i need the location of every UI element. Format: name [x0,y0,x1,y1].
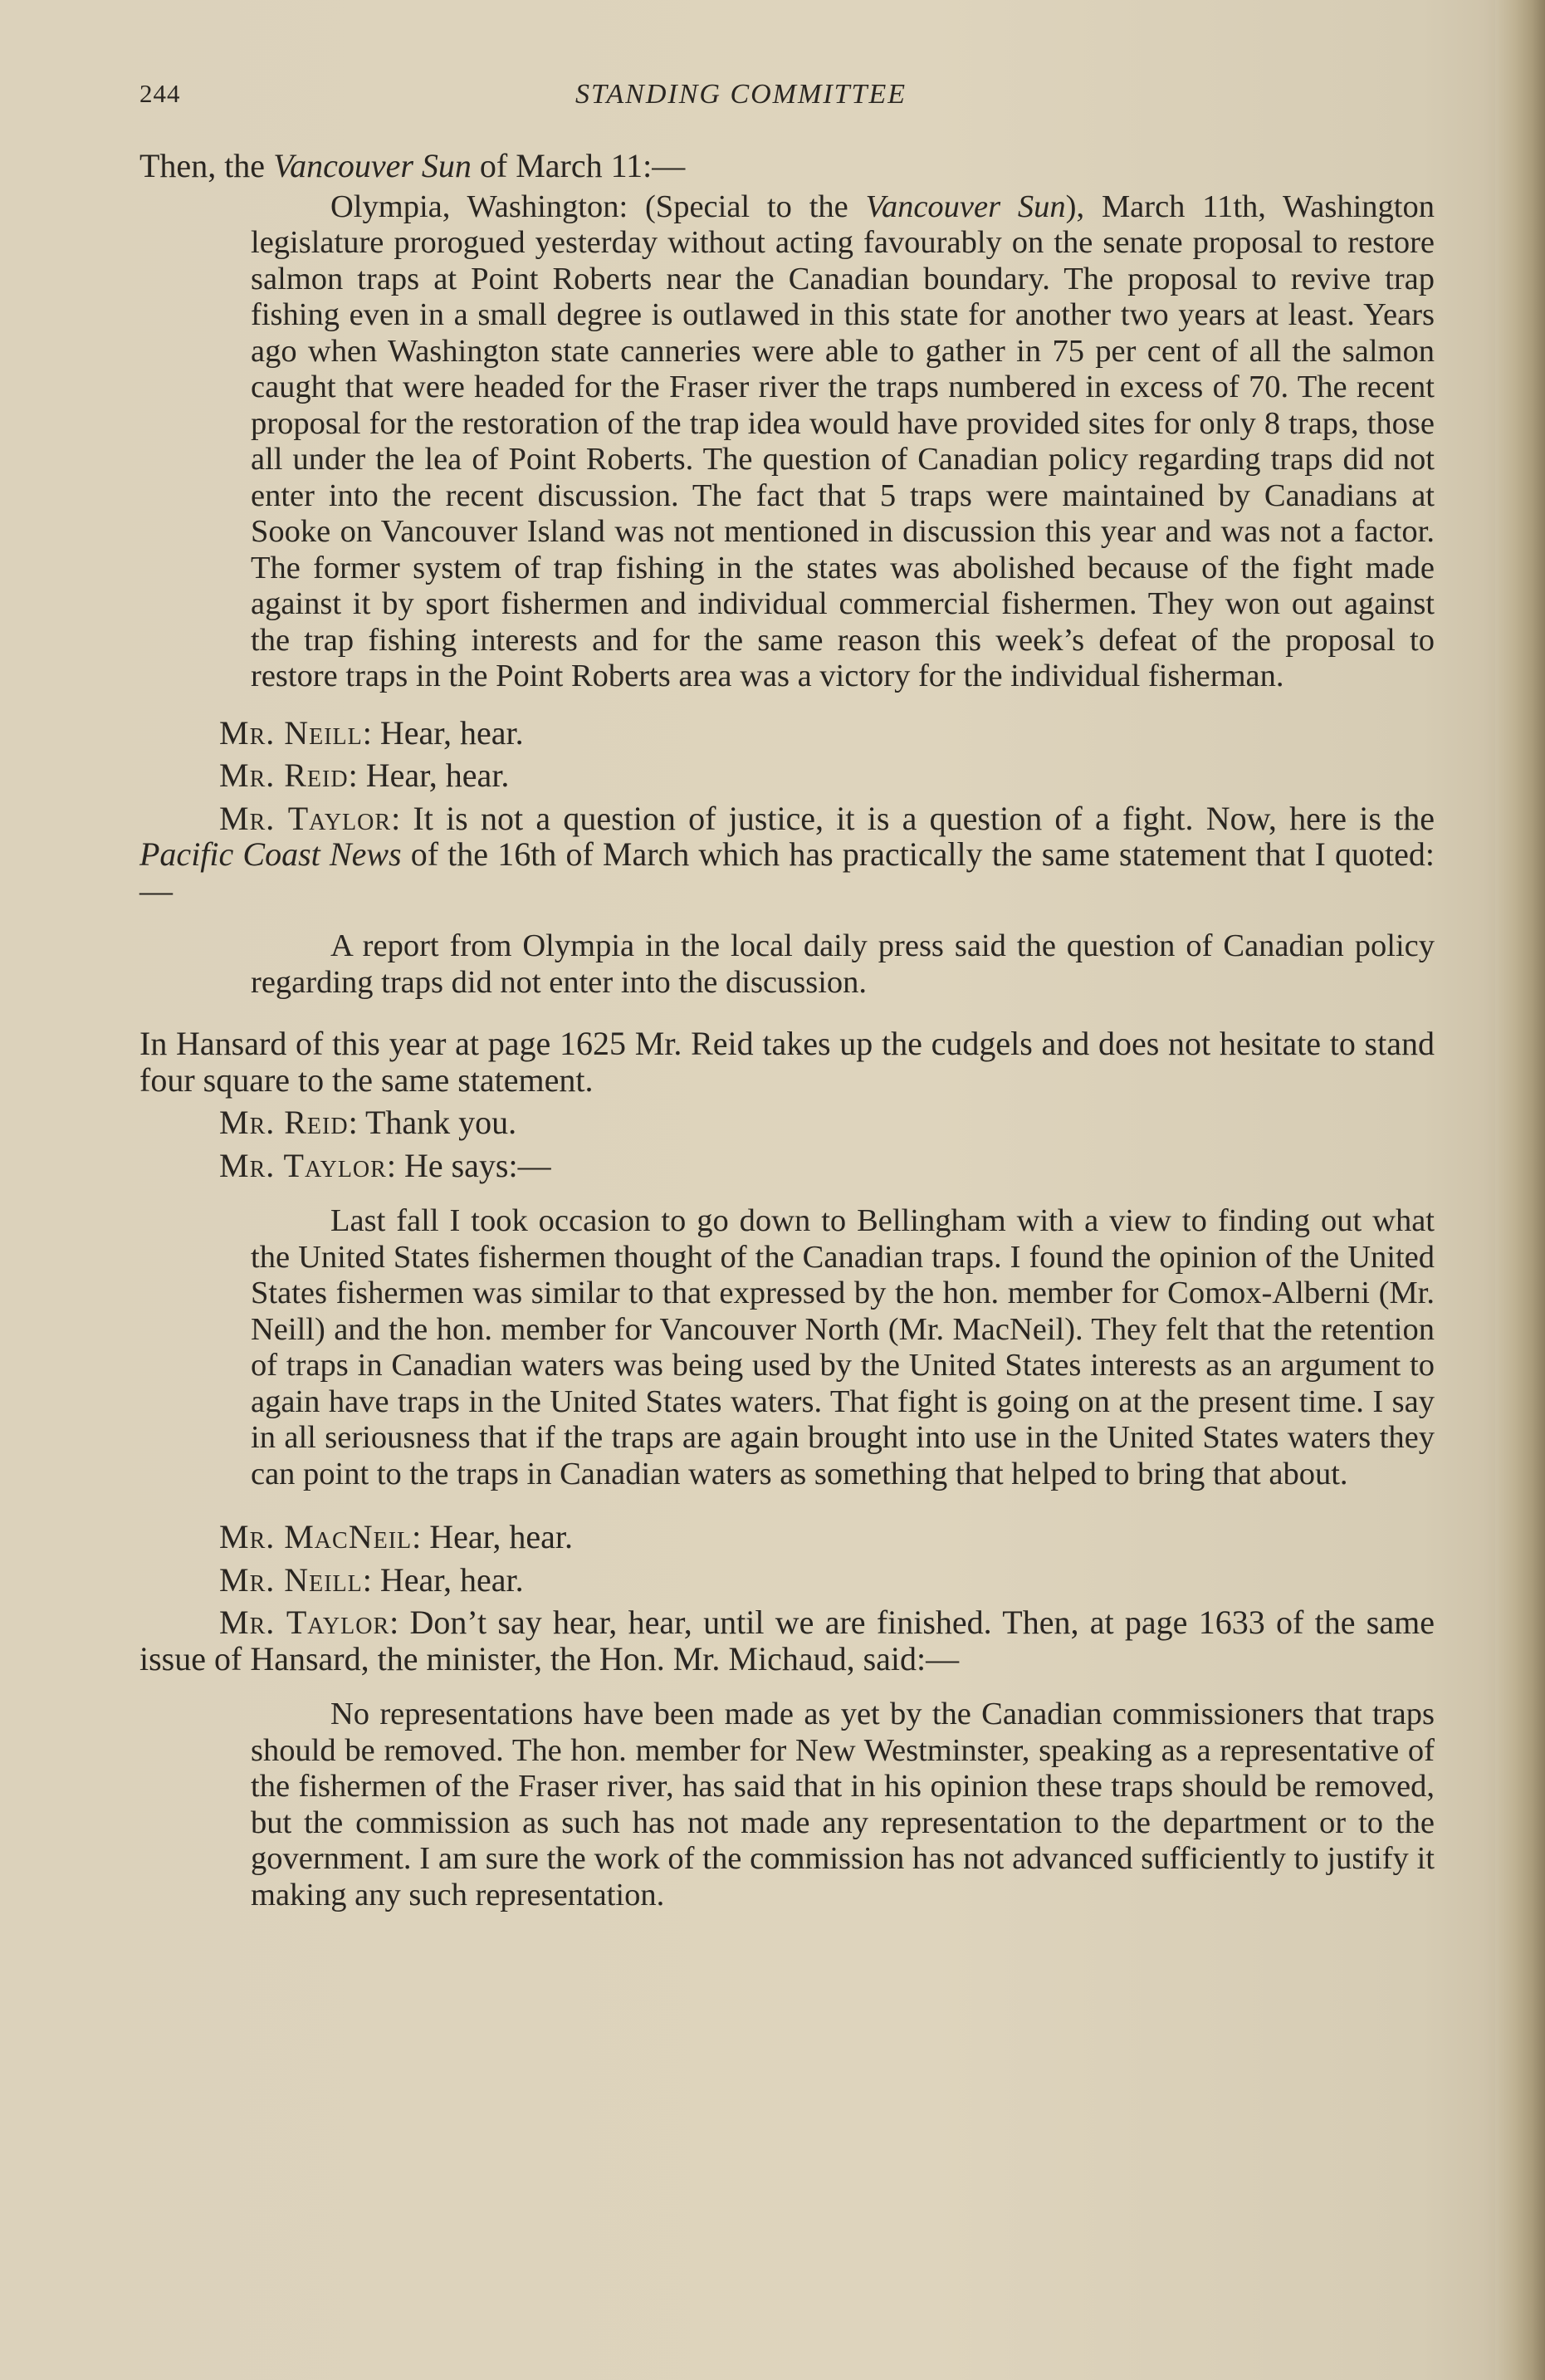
intro-text-after: of March 11:— [471,147,686,184]
paragraph-hansard: In Hansard of this year at page 1625 Mr. Reid takes up the cudgels and does not hesitate to stand four square to the same statement. [139,1025,1435,1099]
speech-paper-name: Pacific Coast News [139,835,402,873]
speaker-name: Mr. Neill [219,1560,363,1599]
speech-neill-1 [219,715,1435,752]
quote-reid-hansard: Last fall I took occasion to go down to Bellingham with a view to finding out what the United States fishermen thought of the Canadian traps. I found the opinion of the United States fishermen was similar to that expressed by the hon. member for Comox-Alberni (Mr. Neill) and the hon. member for Vancouver North (Mr. MacNeil). They felt that the retention of traps in Canadian waters was being used by the United States interests as an argument to again have traps in the United States waters. That fight is going on at the present time. I say in all seriousness that if the traps are again brought into use in the United States waters they can point to the traps in Canadian waters as something that helped to bring that about. [251,1203,1435,1491]
speech-taylor-3 [139,1604,1435,1677]
quote-michaud: No representations have been made as yet by the Canadian commissioners that traps should be removed. The hon. member for New Westminster, speaking as a representative of the fishermen of the Fraser river, has said that in his opinion these traps should be removed, but the commission as such has not made any representation to the department or to the government. I am sure the work of the commission has not advanced sufficiently to justify it making any such representation. [251,1697,1435,1912]
speech-reid-1 [219,757,1435,794]
speech-text-part1: : It is not a question of justice, it is a question of a fight. Now, here is the [391,799,1435,837]
quote1-paper-name: Vancouver Sun [865,189,1066,224]
speaker-name: Mr. Taylor [219,799,392,837]
speaker-name: Mr. MacNeil [219,1518,413,1555]
quote1-part1: Olympia, Washington: (Special to the [330,189,866,224]
page-number: 244 [139,79,181,108]
page-header [139,79,1435,115]
speech-text: : Don’t say hear, hear, until we are finished. Then, at page 1633 of the same issue of Hansard, the minister, the Hon. Mr. Michaud, said:— [139,1604,1435,1677]
speech-text-part2: of the 16th of March which has practically the same statement that I quoted:— [139,835,1435,909]
intro-paper-name: Vancouver Sun [273,147,472,184]
intro-text-before: Then, the [139,147,274,184]
speech-text: : Hear, hear. [348,757,510,794]
speech-text: : Hear, hear. [362,1560,524,1599]
speech-neill-2 [219,1562,1435,1599]
quote-vancouver-sun [251,189,1435,695]
speech-taylor-1 [139,801,1435,909]
intro-line [139,148,1435,184]
speech-taylor-2 [219,1148,1435,1184]
speech-reid-2 [219,1104,1435,1141]
page-body [139,148,1435,1913]
speaker-name: Mr. Taylor [219,1604,390,1641]
speech-text: : He says:— [386,1146,551,1184]
speaker-name: Mr. Reid [219,1104,349,1141]
page-binding-edge [1495,0,1545,2380]
speech-text: : Hear, hear. [412,1518,573,1555]
running-head: STANDING COMMITTEE [575,79,907,110]
quote1-part2: ), March 11th, Washington legislature prorogued yesterday without acting favourably on the senate proposal to restore salmon traps at Point Roberts near the Canadian boundary. The proposal to revive trap fishing even in a small degree is outlawed in this state for another two years at least. Years ago when Washington state canneries were able to gather in 75 per cent of all the salmon caught that were headed for the Fraser river the traps numbered in excess of 70. The recent proposal for the restoration of the trap idea would have provided sites for only 8 traps, those all under the lea of Point Roberts. The question of Canadian policy regarding traps did not enter into the recent discussion. The fact that 5 traps were maintained by Canadians at Sooke on Vancouver Island was not mentioned in discussion this year and was not a factor. The former system of trap fishing in the states was abolished because of the fight made against it by sport fishermen and individual commercial fishermen. They won out against the trap fishing interests and for the same reason this week’s defeat of the proposal to restore traps in the Point Roberts area was a victory for the individual fisherman. [251,189,1435,693]
speaker-name: Mr. Taylor [219,1146,387,1184]
speech-text: : Hear, hear. [362,713,524,752]
speaker-name: Mr. Reid [219,757,349,794]
speech-text: : Thank you. [348,1104,517,1141]
speech-macneil [219,1519,1435,1555]
speaker-name: Mr. Neill [219,713,363,752]
quote-pacific-coast-news: A report from Olympia in the local daily press said the question of Canadian policy regarding traps did not enter into the discussion. [251,928,1435,1000]
